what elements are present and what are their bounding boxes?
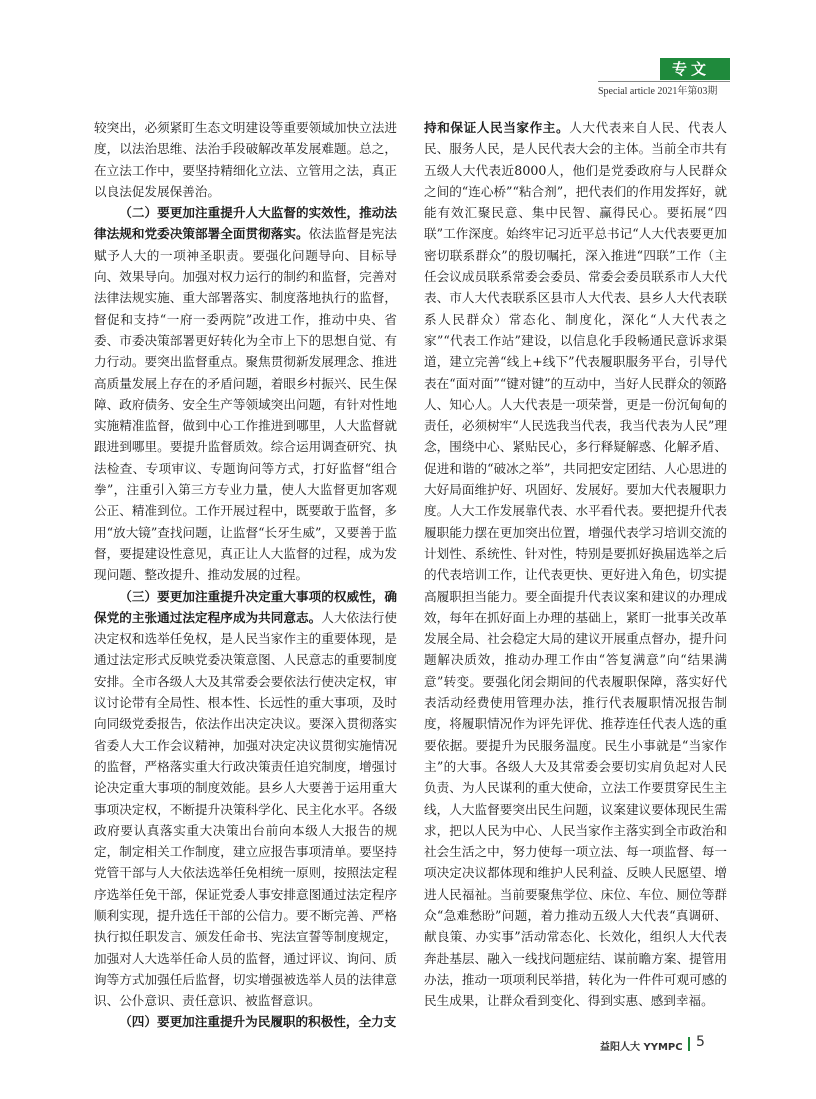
right-column xyxy=(424,117,727,1011)
left-column xyxy=(94,117,397,1033)
magazine-name: 益阳人大 YYMPC xyxy=(600,1042,683,1053)
page-header xyxy=(0,0,816,100)
page-footer xyxy=(600,1034,740,1054)
issue-line: Special article 2021年第03期 xyxy=(598,86,718,97)
paragraph-people-service xyxy=(424,117,727,1011)
paragraph-heading: （二）要更加注重提升人大监督的实效性，推动法律法规和党委决策部署全面贯彻落实。 xyxy=(94,205,397,242)
paragraph-supervision xyxy=(94,202,397,585)
paragraph-people-service-start xyxy=(94,1011,397,1032)
paragraph-body: 人大依法行使决定权和选举任免权，是人民当家作主的重要体现，是通过法定形式反映党委决策意图、人民意志的重要制度安排。全市各级人大及其常委会要依法行使决定权，审议讨论带有全局性、根本性、长远性的重大事项，及时向同级党委报告，依法作出决定决议。要深入贯彻落实省委人大工作会议精神，加强对决定决议贯彻实施情况的监督，严格落实重大行政决策责任追究制度，增强讨论决定重大事项的制度效能。县乡人大要善于运用重大事项决定权，不断提升决策科学化、民主化水平。各级政府要认真落实重大决策出台前向本级人大报告的规定，制定相关工作制度，建立应报告事项清单。要坚持党管干部与人大依法选举任免相统一原则，按照法定程序选举任免干部，保证党委人事安排意图通过法定程序顺利实现，提升选任干部的公信力。要不断完善、严格执行拟任职发言、颁发任命书、宪法宣誓等制度规定，加强对人大选举任命人员的监督，通过评议、询问、质询等方式加强任后监督，切实增强被选举人员的法律意识、公仆意识、责任意识、被监督意识。 xyxy=(94,609,398,1009)
footer-divider xyxy=(688,1037,690,1051)
section-tag-accent xyxy=(722,58,730,80)
paragraph-body: 人大代表来自人民、代表人民、服务人民，是人民代表大会的主体。当前全市共有五级人大代表近8000人，他们是党委政府与人民群众之间的“连心桥”“粘合剂”，把代表们的作用发挥好，就能有效汇聚民意、集中民智、赢得民心。要拓展“四联”工作深度。始终牢记习近平总书记“人大代表要更加密切联系群众”的殷切嘱托，深入推进“四联”工作（主任会议成员联系常委会委员、常委会委员联系市人大代表、市人大代表联系区县市人大代表、县乡人大代表联系人民群众）常态化、制度化，深化“人大代表之家”“代表工作站”建设，以信息化手段畅通民意诉求渠道，建立完善“线上+线下”代表履职服务平台，引导代表在“面对面”“键对键”的互动中，当好人民群众的领路人、知心人。人大代表是一项荣誉，更是一份沉甸甸的责任，必须树牢“人民选我当代表，我当代表为人民”理念，围绕中心、紧贴民心，多行释疑解惑、化解矛盾、促进和谐的“破冰之举”，共同把安定团结、人心思进的大好局面维护好、巩固好、发展好。要加大代表履职力度。人大工作发展靠代表、水平看代表。要把提升代表履职能力摆在更加突出位置，增强代表学习培训交流的计划性、系统性、针对性，特别是要抓好换届选举之后的代表培训工作，让代表更快、更好进入角色，切实提高履职担当能力。要全面提升代表议案和建议的办理成效，每年在抓好面上办理的基础上，紧盯一批事关改革发展全局、社会稳定大局的建议开展重点督办，提升问题解决质效，推动办理工作由“答复满意”向“结果满意”转变。要强化闭会期间的代表履职保障，落实好代表活动经费使用管理办法，推行代表履职情况报告制度，将履职情况作为评先评优、推荐连任代表人选的重要依据。要提升为民服务温度。民生小事就是“当家作主”的大事。各级人大及其常委会要切实肩负起对人民负责、为人民谋利的重大使命，立法工作要贯穿民生主线，人大监督要突出民生问题，议案建议要体现民生需求，把以人民为中心、人民当家作主落实到全市政治和社会生活之中，努力使每一项立法、每一项监督、每一项决定决议都体现和维护人民利益、反映人民愿望、增进人民福祉。当前要聚焦学位、床位、车位、厕位等群众“急难愁盼”问题，着力推动五级人大代表“真调研、献良策、办实事”活动常态化、长效化，组织人大代表奔赴基层、融入一线找问题症结、谋前瞻方案、提管用办法，推动一项项利民举措，转化为一件件可观可感的民生成果，让群众看到变化、得到实惠、感到幸福。 xyxy=(424,120,728,1009)
paragraph-major-decisions xyxy=(94,586,397,1012)
paragraph-continuation: 较突出，必须紧盯生态文明建设等重要领域加快立法进度，以法治思维、法治手段破解改革发展难题。总之，在立法工作中，要坚持精细化立法、立管用之法，真正以良法促发展保善治。 xyxy=(94,120,397,199)
section-tag: 专文 xyxy=(660,58,722,80)
page-number: 5 xyxy=(696,1034,705,1050)
paragraph-body: 依法监督是宪法赋予人大的一项神圣职责。要强化问题导向、目标导向、效果导向。加强对权力运行的制约和监督，完善对法律法规实施、重大部署落实、制度落地执行的监督，督促和支持“一府一委两院”改进工作，推动中央、省委、市委决策部署更好转化为全市上下的思想自觉、有力行动。要突出监督重点。聚焦贯彻新发展理念、推进高质量发展上存在的矛盾问题，着眼乡村振兴、民生保障、政府债务、安全生产等领域突出问题，有针对性地实施精准监督，做到中心工作推进到哪里，人大监督就跟进到哪里。要提升监督质效。综合运用调查研究、执法检查、专项审议、专题询问等方式，打好监督“组合拳”，注重引入第三方专业力量，使人大监督更加客观公正、精准到位。工作开展过程中，既要敢于监督，多用“放大镜”查找问题，让监督“长牙生威”，又要善于监督，要提建设性意见，真正让人大监督的过程，成为发现问题、整改提升、推动发展的过程。 xyxy=(94,226,398,583)
paragraph-heading: 持和保证人民当家作主。 xyxy=(424,120,570,135)
paragraph-heading: （四）要更加注重提升为民履职的积极性，全力支 xyxy=(119,1014,397,1030)
paragraph-heading: （三）要更加注重提升决定重大事项的权威性，确保党的主张通过法定程序成为共同意志。 xyxy=(94,588,397,625)
